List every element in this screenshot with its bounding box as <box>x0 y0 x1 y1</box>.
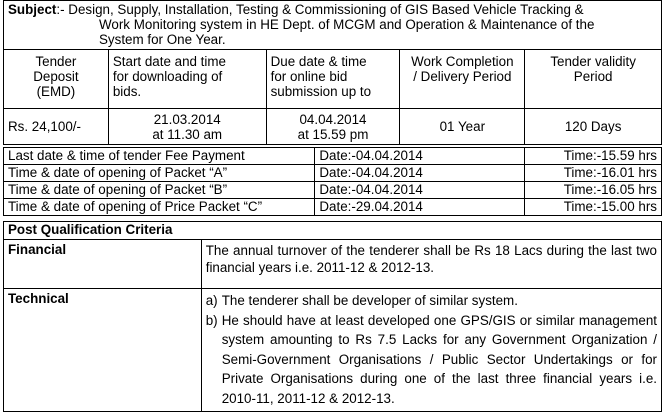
schedule-time: Time:-16.05 hrs <box>525 182 662 199</box>
subject-table <box>3 0 662 50</box>
start-datetime: 21.03.2014 at 11.30 am <box>108 109 266 145</box>
due-datetime: 04.04.2014 at 15.59 pm <box>266 109 400 145</box>
list-item: a) The tenderer shall be developer of similar system. <box>205 293 518 308</box>
completion-value: 01 Year <box>400 109 525 145</box>
post-qualification-table <box>3 221 662 412</box>
subject-line-2: Work Monitoring system in HE Dept. of MCGM and Operation & Maintenance of the <box>99 17 595 32</box>
tender-details-table <box>3 49 662 145</box>
schedule-time: Time:-16.01 hrs <box>525 165 662 182</box>
subject-line-1: :- Design, Supply, Installation, Testing & Commissioning of GIS Based Vehicle Tracking & <box>56 2 584 17</box>
schedule-row <box>4 182 662 199</box>
schedule-row <box>4 199 662 216</box>
schedule-label: Time & date of opening of Packet “A” <box>4 165 315 182</box>
technical-criteria <box>201 289 661 412</box>
schedule-date: Date:-29.04.2014 <box>315 199 525 216</box>
schedule-row <box>4 165 662 182</box>
schedule-label: Time & date of opening of Packet “B” <box>4 182 315 199</box>
header-due: Due date & time for online bid submission up to <box>266 50 400 109</box>
schedule-label: Last date & time of tender Fee Payment <box>4 148 315 165</box>
subject-cell <box>4 1 662 50</box>
financial-label: Financial <box>4 240 202 289</box>
header-validity: Tender validity Period <box>525 50 662 109</box>
schedule-table <box>3 147 662 216</box>
header-emd: Tender Deposit (EMD) <box>4 50 109 109</box>
schedule-time: Time:-15.00 hrs <box>525 199 662 216</box>
financial-text: The annual turnover of the tenderer shall be Rs 18 Lacs during the last two financial years i.e. 2011-12 & 2012-13. <box>201 240 661 289</box>
header-completion: Work Completion / Delivery Period <box>400 50 525 109</box>
schedule-time: Time:-15.59 hrs <box>525 148 662 165</box>
financial-row <box>4 240 662 289</box>
list-item: b) He should have at least developed one GPS/GIS or similar management system amounting to Rs 7.5 Lacks for any Government Organization / Semi-Government Organisations / Public Sector Undertakings or for Private Organisations during one of the last three financial years i.e. 2010-11, 2011-12 & 2012-13. <box>205 312 657 406</box>
emd-value: Rs. 24,100/- <box>4 109 109 145</box>
technical-row <box>4 289 662 412</box>
schedule-label: Time & date of opening of Price Packet “C” <box>4 199 315 216</box>
schedule-row <box>4 148 662 165</box>
schedule-date: Date:-04.04.2014 <box>315 165 525 182</box>
header-start: Start date and time for downloading of bids. <box>108 50 266 109</box>
subject-line-3: System for One Year. <box>99 32 226 47</box>
schedule-date: Date:-04.04.2014 <box>315 148 525 165</box>
tender-header-row <box>4 50 662 109</box>
validity-value: 120 Days <box>525 109 662 145</box>
post-qualification-title: Post Qualification Criteria <box>4 222 662 240</box>
tender-value-row <box>4 109 662 145</box>
technical-label: Technical <box>4 289 202 412</box>
subject-label: Subject <box>8 2 57 17</box>
schedule-date: Date:-04.04.2014 <box>315 182 525 199</box>
